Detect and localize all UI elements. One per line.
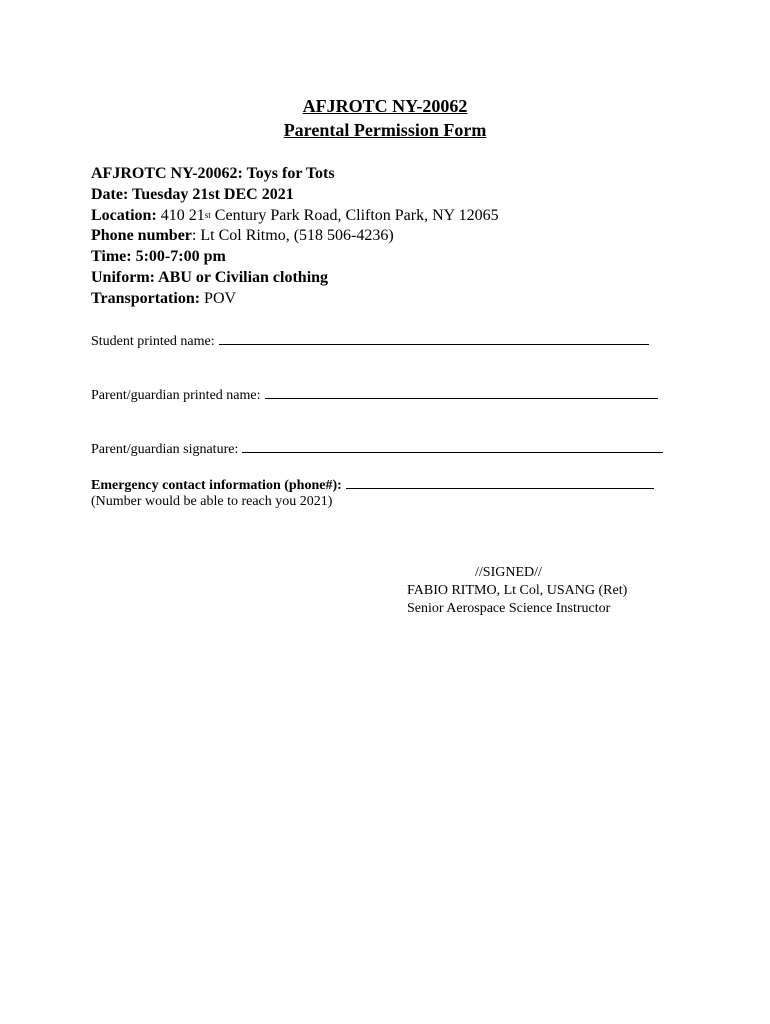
event-uniform-line [91,268,731,289]
parent-signature-field [91,439,663,459]
student-name-blank[interactable] [219,331,649,345]
emergency-contact-blank[interactable] [346,475,654,489]
location-value-post: Century Park Road, Clifton Park, NY 12065 [210,206,499,224]
signed-mark: //SIGNED// [475,565,542,580]
emergency-note: (Number would be able to reach you 2021) [91,494,333,509]
student-name-label: Student printed name: [91,334,215,349]
emergency-contact-label: Emergency contact information (phone#): [91,478,342,493]
student-name-field [91,331,649,351]
event-name-line [91,164,731,185]
phone-value: : Lt Col Ritmo, (518 506-4236) [191,227,394,245]
document-title: AFJROTC NY-20062 [302,96,468,116]
event-info [91,164,731,310]
transport-value: POV [204,289,237,307]
signature-block [407,564,627,618]
event-date: Date: Tuesday 21st DEC 2021 [91,185,294,203]
event-name: AFJROTC NY-20062: Toys for Tots [91,165,335,182]
parent-name-blank[interactable] [265,385,658,399]
emergency-contact-field [91,475,654,495]
signer-role: Senior Aerospace Science Instructor [407,601,611,616]
location-label: Location: [91,206,157,224]
event-transport-line [91,289,731,310]
parent-name-field [91,385,658,405]
event-uniform: Uniform: ABU or Civilian clothing [91,268,329,286]
event-date-line [91,185,731,206]
title-block [0,94,770,142]
parent-signature-blank[interactable] [242,439,663,453]
parent-signature-label: Parent/guardian signature: [91,442,239,457]
document-subtitle: Parental Permission Form [283,120,487,140]
location-value-ordinal: st [204,209,211,220]
transport-label: Transportation: [91,289,201,307]
event-location-line [91,206,731,227]
event-time-line [91,247,731,268]
event-phone-line [91,226,731,247]
event-time: Time: 5:00-7:00 pm [91,248,226,266]
location-value-pre: 410 21 [160,206,205,224]
parent-name-label: Parent/guardian printed name: [91,388,261,403]
phone-label: Phone number [91,227,192,245]
location-value [161,207,499,224]
signer-name: FABIO RITMO, Lt Col, USANG (Ret) [407,583,628,598]
